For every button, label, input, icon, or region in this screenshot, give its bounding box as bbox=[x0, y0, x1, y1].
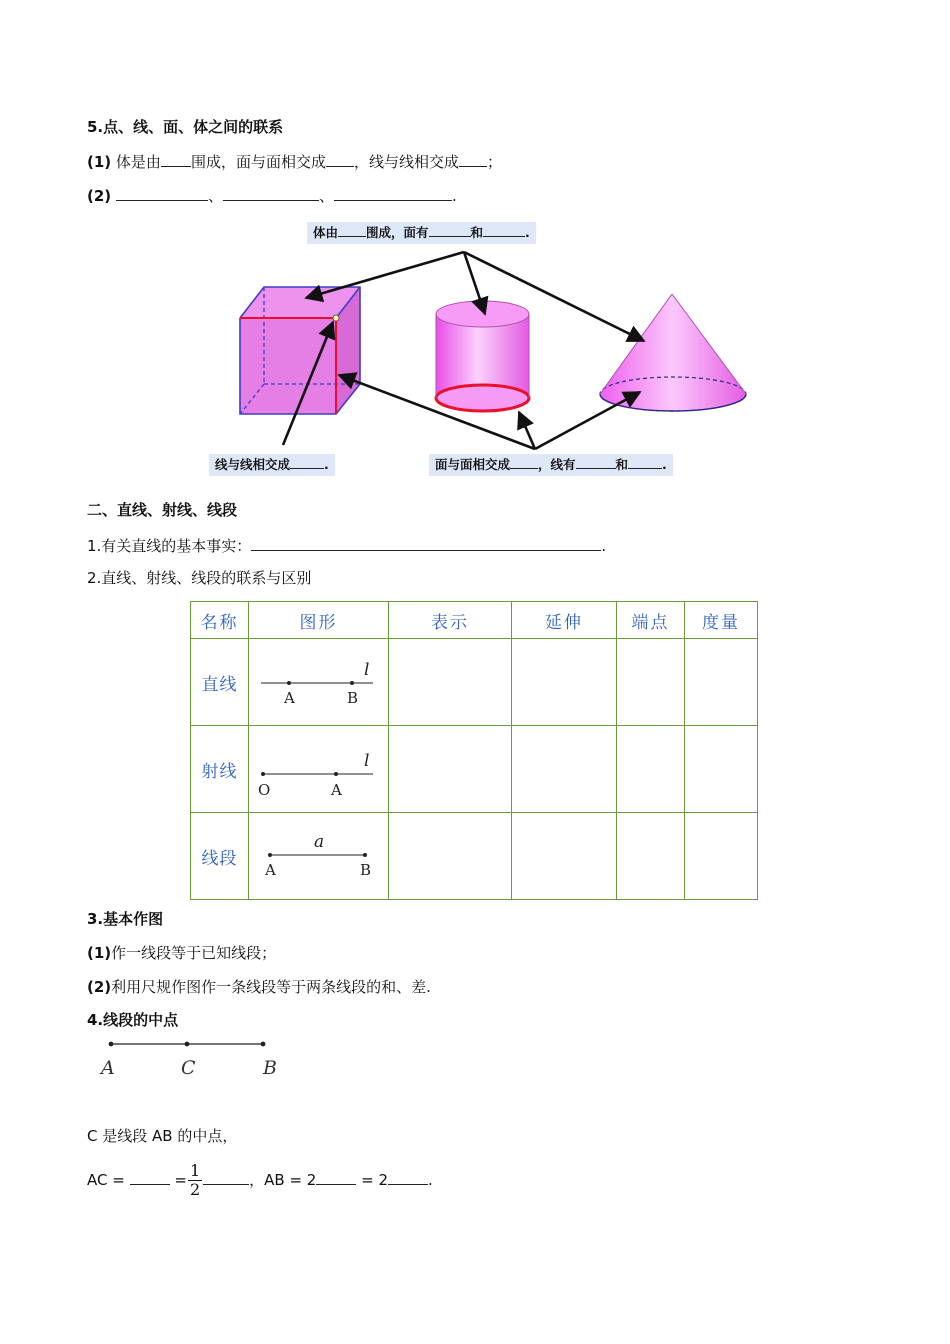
section-3-title: 3.基本作图 bbox=[87, 910, 164, 928]
fraction-numerator: 1 bbox=[189, 1161, 201, 1180]
cell bbox=[512, 639, 617, 726]
s2-item-2: 2.直线、射线、线段的联系与区别 bbox=[87, 569, 312, 587]
cell bbox=[512, 813, 617, 900]
label-top-text-1: 体由 bbox=[313, 225, 339, 240]
table-header-row bbox=[191, 602, 758, 639]
q1-prefix: (1) bbox=[87, 153, 112, 171]
header-notation: 表示 bbox=[389, 602, 512, 639]
label-top-text-4: . bbox=[525, 225, 530, 240]
row-figure-line bbox=[249, 639, 389, 726]
s3-q2-prefix: (2) bbox=[87, 978, 112, 996]
formula-part-5: . bbox=[428, 1171, 433, 1189]
q1-text-3: ，线与线相交成 bbox=[353, 153, 459, 171]
formula-blank-3 bbox=[316, 1169, 356, 1185]
label-right-blank-2 bbox=[576, 455, 616, 469]
line-figure bbox=[249, 639, 388, 721]
label-top-blank-1 bbox=[338, 223, 366, 237]
q2-end: . bbox=[451, 187, 457, 205]
header-extension: 延伸 bbox=[512, 602, 617, 639]
q1-text-4: ； bbox=[486, 153, 502, 171]
s3-q1-prefix: (1) bbox=[87, 944, 112, 962]
s3-q2-text: 利用尺规作图作一条线段等于两条线段的和、差. bbox=[111, 978, 431, 996]
ray-point-o: O bbox=[258, 781, 271, 799]
ray-var: l bbox=[364, 751, 370, 771]
line-point-b: B bbox=[347, 689, 359, 707]
comparison-table bbox=[190, 601, 758, 900]
fraction-denominator: 2 bbox=[189, 1180, 201, 1199]
row-name-segment: 线段 bbox=[191, 813, 249, 900]
midpoint-label-a: A bbox=[101, 1057, 115, 1079]
cell bbox=[617, 726, 685, 813]
cone bbox=[600, 294, 746, 411]
s2-item-1-blank bbox=[251, 535, 601, 551]
formula-blank-4 bbox=[388, 1169, 428, 1185]
formula-part-1: AC = bbox=[87, 1171, 125, 1189]
label-right-text-4: . bbox=[662, 457, 667, 472]
segment-figure bbox=[249, 813, 388, 895]
line-var: l bbox=[364, 660, 370, 680]
table-row bbox=[191, 726, 758, 813]
cell bbox=[389, 639, 512, 726]
segment-point-b: B bbox=[360, 861, 372, 879]
header-measure: 度量 bbox=[685, 602, 758, 639]
cell bbox=[685, 639, 758, 726]
line-point-a: A bbox=[284, 689, 295, 707]
cell bbox=[389, 813, 512, 900]
q2-sep-2: 、 bbox=[318, 187, 334, 205]
label-top-text-3: 和 bbox=[470, 225, 484, 240]
header-endpoints: 端点 bbox=[617, 602, 685, 639]
cell bbox=[617, 639, 685, 726]
segment-point-a: A bbox=[265, 861, 276, 879]
table-row bbox=[191, 813, 758, 900]
section-4-title: 4.线段的中点 bbox=[87, 1011, 179, 1029]
s3-question-1 bbox=[87, 943, 276, 963]
midpoint-label-c: C bbox=[181, 1057, 196, 1079]
label-right-text-2: ，线有 bbox=[538, 457, 576, 472]
header-figure: 图形 bbox=[249, 602, 389, 639]
label-left bbox=[209, 454, 335, 476]
formula-part-4: = 2 bbox=[361, 1171, 389, 1189]
cell bbox=[512, 726, 617, 813]
label-top-blank-2 bbox=[429, 223, 471, 237]
row-figure-segment bbox=[249, 813, 389, 900]
table-row bbox=[191, 639, 758, 726]
cell bbox=[617, 813, 685, 900]
q1-text-2: 围成，面与面相交成 bbox=[190, 153, 326, 171]
label-left-blank bbox=[290, 455, 324, 469]
label-right-blank-3 bbox=[628, 455, 662, 469]
s2-item-1-end: . bbox=[601, 537, 607, 555]
label-top-blank-3 bbox=[483, 223, 525, 237]
label-right-blank-1 bbox=[510, 455, 538, 469]
label-left-text-1: 线与线相交成 bbox=[215, 457, 291, 472]
label-right-text-3: 和 bbox=[615, 457, 629, 472]
segment-var: a bbox=[314, 832, 325, 852]
q2-sep-1: 、 bbox=[207, 187, 223, 205]
formula-blank-2 bbox=[203, 1169, 249, 1185]
s4-formula bbox=[87, 1160, 433, 1200]
cell bbox=[389, 726, 512, 813]
midpoint-label-b: B bbox=[263, 1057, 277, 1079]
s2-item-1-text: 1.有关直线的基本事实： bbox=[87, 537, 252, 555]
cube bbox=[240, 287, 360, 414]
formula-part-3: ，AB = 2 bbox=[249, 1171, 317, 1189]
row-figure-ray bbox=[249, 726, 389, 813]
s3-question-2 bbox=[87, 977, 431, 997]
cell bbox=[685, 813, 758, 900]
row-name-line: 直线 bbox=[191, 639, 249, 726]
label-right-text-1: 面与面相交成 bbox=[435, 457, 511, 472]
row-name-ray: 射线 bbox=[191, 726, 249, 813]
s3-q1-text: 作一线段等于已知线段； bbox=[111, 944, 277, 962]
label-right bbox=[429, 454, 673, 476]
ray-figure bbox=[249, 726, 388, 808]
cell bbox=[685, 726, 758, 813]
s2-item-1 bbox=[87, 535, 606, 556]
header-name: 名称 bbox=[191, 602, 249, 639]
section-5-title: 5.点、线、面、体之间的联系 bbox=[87, 118, 284, 136]
q1-text-1: 体是由 bbox=[111, 153, 161, 171]
q2-prefix: (2) bbox=[87, 187, 112, 205]
section-2-heading: 二、直线、射线、线段 bbox=[87, 501, 238, 519]
label-top bbox=[307, 222, 536, 244]
fraction-half bbox=[188, 1162, 202, 1199]
midpoint-figure bbox=[90, 1034, 300, 1084]
solids-diagram bbox=[0, 0, 950, 500]
ray-point-a: A bbox=[331, 781, 342, 799]
cylinder bbox=[436, 301, 529, 411]
s4-statement: C 是线段 AB 的中点， bbox=[87, 1127, 238, 1145]
formula-part-2: = bbox=[174, 1171, 187, 1189]
label-left-text-2: . bbox=[324, 457, 329, 472]
formula-blank-1 bbox=[130, 1169, 170, 1185]
label-top-text-2: 围成，面有 bbox=[366, 225, 429, 240]
